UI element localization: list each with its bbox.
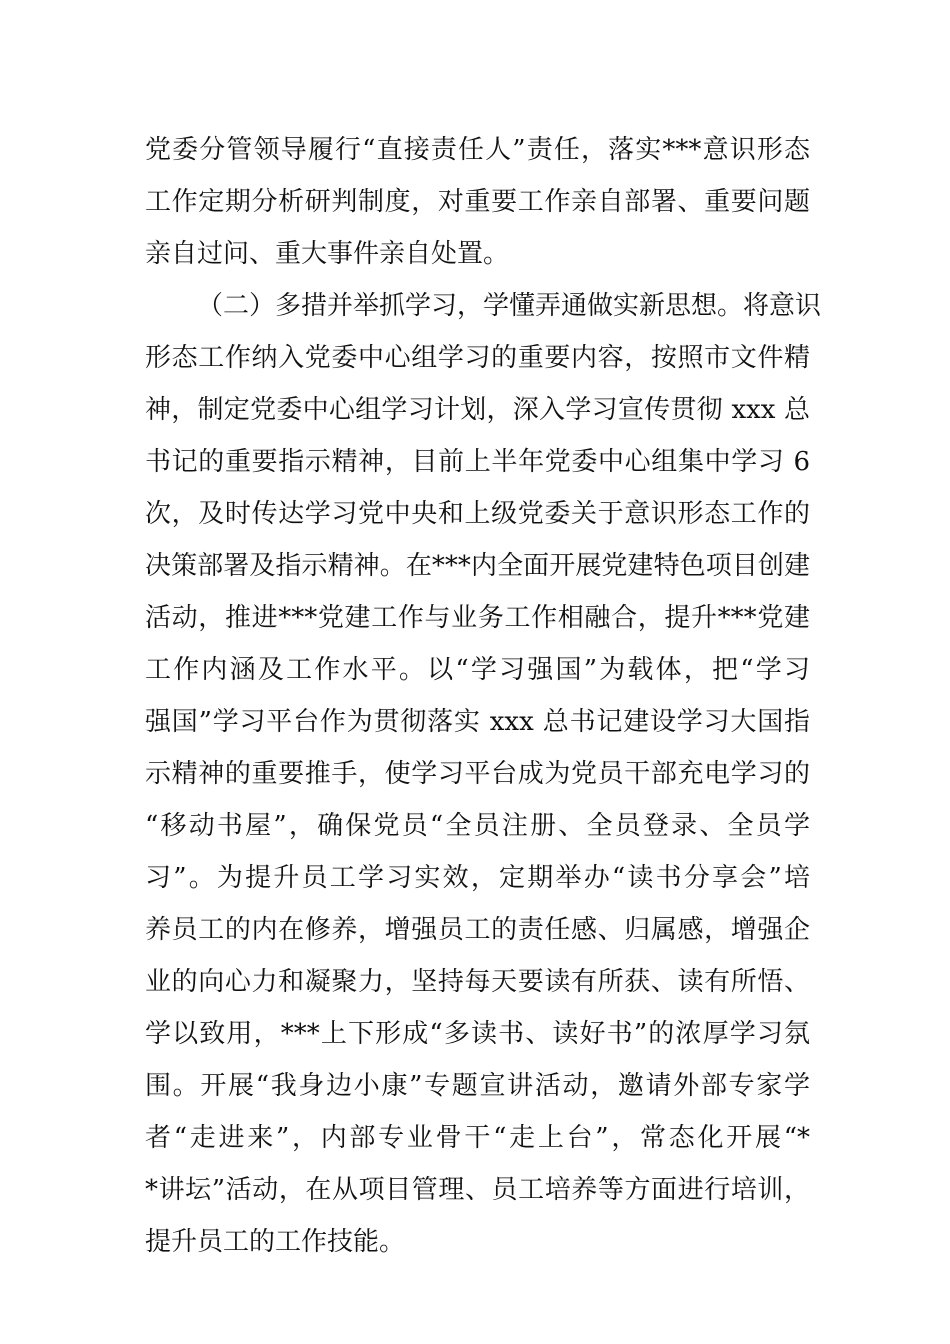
paragraph-2-line-1: （二）多措并举抓学习，学懂弄通做实新思想。将意识 [197, 291, 822, 321]
paragraph-2-line-7: 活动，推进***党建工作与业务工作相融合，提升***党建 [145, 603, 810, 633]
paragraph-2-line-14: 业的向心力和凝聚力，坚持每天要读有所获、读有所悟、 [145, 967, 810, 997]
paragraph-2-line-17: 者“走进来”，内部专业骨干“走上台”，常态化开展“* [145, 1123, 810, 1153]
paragraph-2-line-18: *讲坛”活动，在从项目管理、员工培养等方面进行培训， [145, 1175, 810, 1205]
paragraph-2-line-8: 工作内涵及工作水平。以“学习强国”为载体，把“学习 [145, 655, 810, 685]
paragraph-2-line-15: 学以致用，***上下形成“多读书、读好书”的浓厚学习氛 [145, 1019, 810, 1049]
paragraph-2-line-10: 示精神的重要推手，使学习平台成为党员干部充电学习的 [145, 759, 810, 789]
paragraph-1-line-2: 工作定期分析研判制度，对重要工作亲自部署、重要问题 [145, 187, 810, 217]
paragraph-2-line-13: 养员工的内在修养，增强员工的责任感、归属感，增强企 [145, 915, 810, 945]
paragraph-2-line-9: 强国”学习平台作为贯彻落实 xxx 总书记建设学习大国指 [145, 707, 810, 737]
paragraph-1-line-1: 党委分管领导履行“直接责任人”责任，落实***意识形态 [145, 135, 810, 165]
paragraph-2-line-12: 习”。为提升员工学习实效，定期举办“读书分享会”培 [145, 863, 810, 893]
paragraph-1-line-3: 亲自过问、重大事件亲自处置。 [145, 239, 510, 269]
paragraph-2-line-11: “移动书屋”，确保党员“全员注册、全员登录、全员学 [145, 811, 810, 841]
paragraph-2-line-2: 形态工作纳入党委中心组学习的重要内容，按照市文件精 [145, 343, 810, 373]
paragraph-2-line-16: 围。开展“我身边小康”专题宣讲活动，邀请外部专家学 [145, 1071, 810, 1101]
paragraph-2-line-5: 次，及时传达学习党中央和上级党委关于意识形态工作的 [145, 499, 810, 529]
paragraph-2-line-4: 书记的重要指示精神，目前上半年党委中心组集中学习 6 [145, 447, 810, 477]
paragraph-2-line-19: 提升员工的工作技能。 [145, 1227, 406, 1257]
paragraph-2-line-6: 决策部署及指示精神。在***内全面开展党建特色项目创建 [145, 551, 810, 581]
paragraph-2-line-3: 神，制定党委中心组学习计划，深入学习宣传贯彻 xxx 总 [145, 395, 810, 425]
